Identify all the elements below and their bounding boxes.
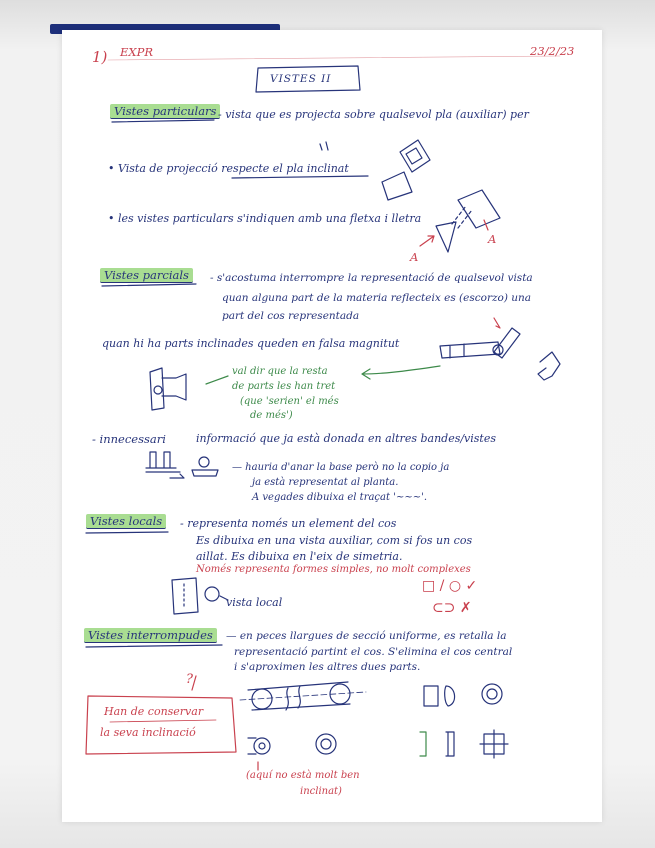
innecessari-text: informació que ja està donada en altres bandes/vistes — [196, 432, 497, 445]
lower-mid-inner-icon — [321, 739, 331, 749]
simple-shapes-symbols: □ / ○ ✓ — [422, 578, 478, 594]
top-view-circle-icon — [199, 457, 209, 467]
green-note-3: (que 'serien' el més — [240, 396, 339, 407]
green-arrow-to-sketch — [206, 376, 228, 384]
lower-left-bracket — [248, 738, 256, 754]
right-bracket-left — [420, 732, 426, 756]
bottom-note-2: inclinat) — [300, 786, 342, 797]
green-arrow — [362, 366, 440, 379]
bullet-arrow-letter: • les vistes particulars s'indiquen amb una fletxa i lletra — [108, 212, 422, 225]
heading-text: Vistes parcials — [100, 268, 193, 283]
right-rect-icon — [424, 686, 438, 706]
base-part-icon — [146, 452, 180, 472]
locals-line-3: aillat. Es dibuixa en l'eix de simetria. — [196, 550, 403, 563]
particulars-underline — [112, 120, 214, 122]
page-date: 23/2/23 — [530, 44, 575, 58]
bottom-note-1: (aquí no està molt ben — [246, 770, 360, 781]
local-view-part-icon — [172, 578, 198, 614]
chain-centerline — [240, 692, 366, 700]
interrompudes-line-1: — en peces llargues de secció uniforme, es retalla la — [226, 630, 507, 642]
local-view-circle-icon — [205, 587, 219, 601]
right-circle-outer-icon — [482, 684, 502, 704]
lower-left-circle-icon — [254, 738, 270, 754]
lower-mid-circle-icon — [316, 734, 336, 754]
green-note-1: val dir que la resta — [232, 366, 328, 377]
right-square-icon — [480, 730, 508, 758]
interrompudes-underline — [86, 645, 222, 647]
clamp-hole-icon — [154, 386, 162, 394]
right-bracket-mid — [446, 732, 454, 756]
title-box — [256, 66, 360, 92]
particulars-definition: - vista que es projecta sobre qualsevol pla (auxiliar) per — [218, 108, 529, 121]
interrompudes-line-3: i s'aproximen les altres dues parts. — [234, 661, 421, 673]
locals-red-note: Només representa formes simples, no molt complexes — [196, 564, 471, 575]
green-note-2: de parts les han tret — [232, 381, 336, 392]
parcials-line-1: - s'acostuma interrompre la representació de qualsevol vista — [210, 272, 533, 284]
question-arrow — [192, 676, 196, 690]
clamp-sketch-icon — [150, 368, 186, 410]
right-circle-inner-icon — [487, 689, 497, 699]
page-title: VISTES II — [270, 73, 332, 85]
parcials-line-3: part del cos representada — [222, 310, 360, 322]
partial-view-arrow — [494, 318, 500, 328]
page-number: 1) — [92, 48, 108, 66]
locals-line-1: - representa només un element del cos — [180, 517, 397, 530]
question-mark: ? — [186, 672, 193, 687]
innecessari-note-2: ja està representat al planta. — [252, 477, 399, 488]
locals-underline — [86, 532, 168, 533]
arrow-a-left — [420, 236, 434, 246]
innecessari-note-1: — hauria d'anar la base però no la copio ja — [232, 462, 450, 473]
projection-underline — [232, 176, 368, 178]
bullet-projection: • Vista de projecció respecte el pla inclinat — [108, 162, 349, 175]
projection-square-icon — [400, 140, 430, 172]
top-view-base-icon — [192, 470, 218, 476]
subject-label: EXPR — [120, 45, 153, 59]
innecessari-note-3: A vegades dibuixa el traçat '~~~'. — [252, 492, 428, 503]
green-note-4: de més') — [250, 410, 293, 421]
base-arrow — [170, 474, 184, 478]
heading-text: Vistes particulars — [110, 104, 220, 119]
partial-view-shaft-icon — [440, 342, 500, 358]
locals-line-2: Es dibuixa en una vista auxiliar, com si fos un cos — [196, 534, 473, 547]
right-rounded-icon — [445, 686, 455, 706]
chain-break-marks — [286, 686, 300, 710]
heading-text: Vistes locals — [86, 514, 166, 529]
projection-cube-icon — [382, 172, 412, 200]
local-view-connector — [220, 596, 228, 600]
inclined-parts-note: quan hi ha parts inclinades queden en falsa magnitut — [102, 337, 400, 350]
letter-a-left: A — [410, 250, 419, 264]
parcials-line-2: quan alguna part de la materia reflecteix es (escorzo) una — [222, 292, 532, 304]
parcials-underline — [102, 284, 196, 286]
lower-left-inner-icon — [259, 743, 265, 749]
vista-local-caption: vista local — [226, 596, 283, 609]
inclination-box-line-2: la seva inclinació — [100, 726, 196, 739]
heading-innecessari: - innecessari — [92, 432, 166, 446]
header-rule — [108, 56, 560, 60]
partial-view-bracket-icon — [538, 352, 560, 380]
inclination-box-line-1: Han de conservar — [104, 705, 204, 718]
particular-view-wedge-icon — [436, 222, 456, 252]
heading-text: Vistes interrompudes — [84, 628, 217, 643]
interrompudes-line-2: representació partint el cos. S'elimina el cos central — [234, 646, 513, 658]
letter-a-right: A — [488, 232, 497, 246]
complex-shapes-symbols: ⊂⊃ ✗ — [432, 600, 472, 616]
inclination-box — [86, 696, 236, 754]
inclination-box-underline — [110, 720, 216, 722]
projection-marks — [320, 142, 328, 150]
